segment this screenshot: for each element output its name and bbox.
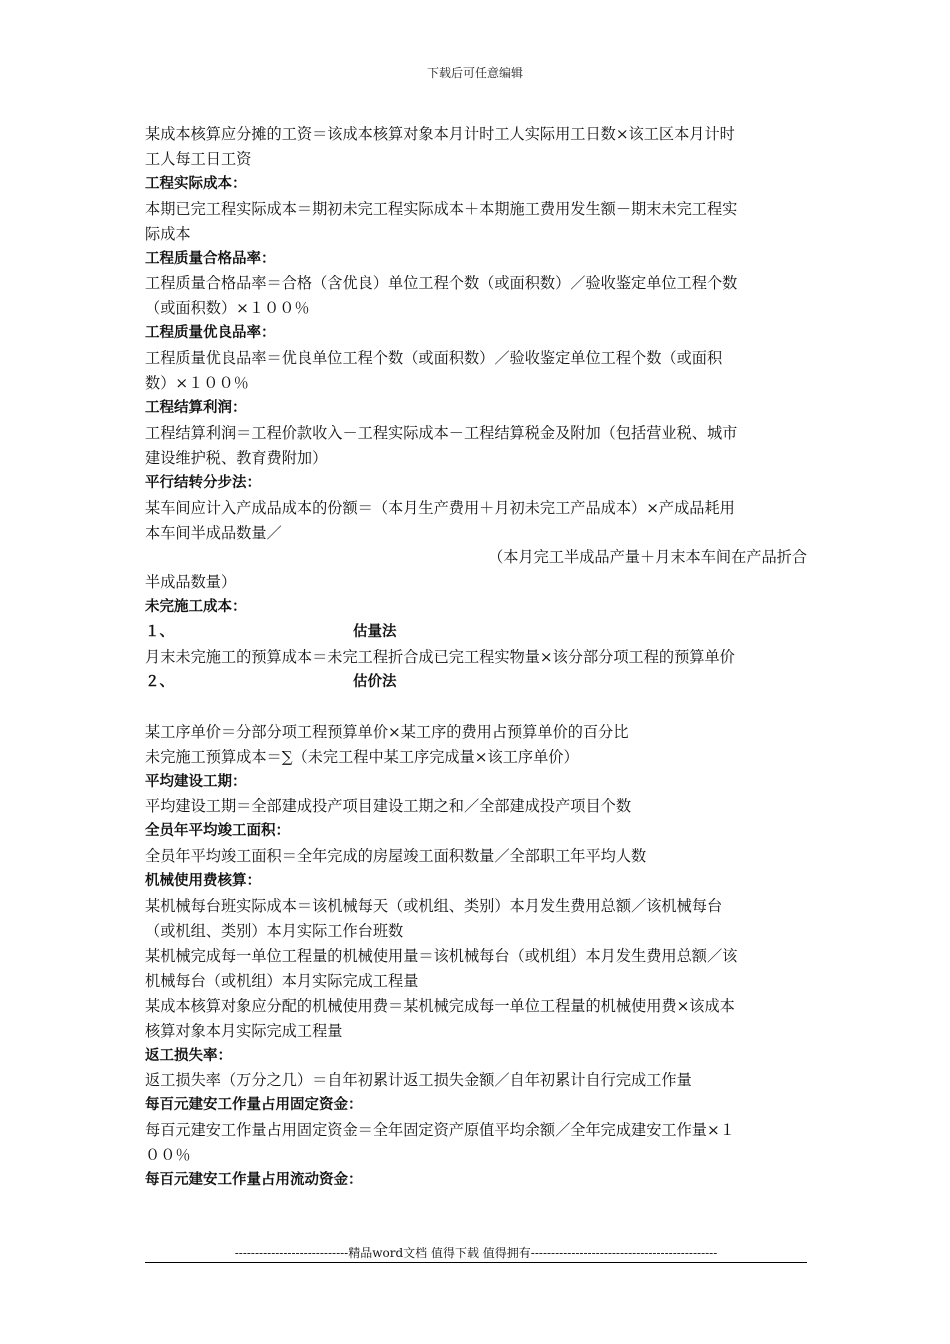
section-heading: 工程质量优良品率： — [145, 325, 276, 342]
document-body — [145, 122, 807, 1193]
numbered-item — [145, 670, 807, 695]
text-line: 际成本 — [145, 224, 191, 243]
text-line: 某成本核算应分摊的工资＝该成本核算对象本月计时工人实际用工日数×该工区本月计时 — [145, 125, 735, 143]
text-line: （或机组、类别）本月实际工作台班数 — [145, 921, 404, 940]
section-heading: 每百元建安工作量占用固定资金： — [145, 1097, 363, 1114]
text-line: 某机械每台班实际成本＝该机械每天（或机组、类别）本月发生费用总额／该机械每台 — [145, 897, 723, 916]
page-header: 下载后可任意编辑 — [426, 66, 523, 80]
section-heading: 全员年平均竣工面积： — [145, 823, 290, 840]
section-heading: 未完施工成本： — [145, 599, 247, 616]
text-line: ００％ — [145, 1146, 191, 1165]
section-heading: 工程结算利润： — [145, 399, 247, 416]
text-line: 建设维护税、教育费附加） — [145, 448, 328, 467]
section-heading: 机械使用费核算： — [145, 873, 261, 890]
text-line: 本期已完工程实际成本＝期初未完工程实际成本＋本期施工费用发生额－期末未完工程实 — [145, 199, 738, 218]
text-line: 月末未完施工的预算成本＝未完工程折合成已完工程实物量×该分部分项工程的预算单价 — [145, 648, 735, 667]
item-number: ２、 — [145, 673, 174, 690]
text-line: （本月完工半成品产量＋月末本车间在产品折合 — [488, 548, 807, 567]
section-heading: 平均建设工期： — [145, 773, 247, 790]
text-line: 返工损失率（万分之几）＝自年初累计返工损失金额／自年初累计自行完成工作量 — [145, 1071, 692, 1090]
text-line: 工程质量优良品率＝优良单位工程个数（或面积数）／验收鉴定单位工程个数（或面积 — [145, 349, 723, 368]
section-heading: 平行结转分步法： — [145, 474, 261, 491]
text-line: 全员年平均竣工面积＝全年完成的房屋竣工面积数量／全部职工年平均人数 — [145, 847, 647, 866]
text-line: 机械每台（或机组）本月实际完成工程量 — [145, 971, 419, 990]
item-number: １、 — [145, 624, 174, 641]
section-heading: 每百元建安工作量占用流动资金： — [145, 1172, 363, 1189]
section-heading: 工程质量合格品率： — [145, 250, 276, 267]
text-line: 本车间半成品数量／ — [145, 523, 282, 542]
footer-rule — [145, 1262, 807, 1263]
section-heading: 返工损失率： — [145, 1047, 232, 1064]
text-line: 未完施工预算成本＝∑（未完工程中某工序完成量×该工序单价） — [145, 747, 579, 766]
text-line: 工程质量合格品率＝合格（含优良）单位工程个数（或面积数）／验收鉴定单位工程个数 — [145, 274, 738, 293]
text-line: 某机械完成每一单位工程量的机械使用量＝该机械每台（或机组）本月发生费用总额／该 — [145, 946, 738, 965]
item-label: 估量法 — [353, 624, 397, 641]
numbered-item — [145, 620, 807, 645]
text-line: 工人每工日工资 — [145, 149, 252, 168]
text-line: 每百元建安工作量占用固定资金＝全年固定资产原值平均余额／全年完成建安工作量×１ — [145, 1121, 735, 1140]
text-line: 某工序单价＝分部分项工程预算单价×某工序的费用占预算单价的百分比 — [145, 722, 629, 741]
text-line: 半成品数量） — [145, 573, 237, 592]
item-label: 估价法 — [353, 673, 397, 690]
text-line: 某成本核算对象应分配的机械使用费＝某机械完成每一单位工程量的机械使用费×该成本 — [145, 996, 735, 1015]
text-line: 数）×１００％ — [145, 374, 249, 393]
text-line: 某车间应计入产成品成本的份额＝（本月生产费用＋月初未完工产品成本）×产成品耗用 — [145, 498, 735, 517]
text-line: （或面积数）×１００％ — [145, 299, 310, 318]
text-line: 核算对象本月实际完成工程量 — [145, 1021, 343, 1040]
blank-line — [145, 695, 807, 720]
text-line: 平均建设工期＝全部建成投产项目建设工期之和／全部建成投产项目个数 — [145, 797, 631, 816]
section-heading: 工程实际成本： — [145, 175, 247, 192]
page-footer: ----------------------------精品word文档 值得下载 值得拥有---------------------------------------------- — [234, 1246, 718, 1260]
text-line: 工程结算利润＝工程价款收入－工程实际成本－工程结算税金及附加（包括营业税、城市 — [145, 423, 738, 442]
